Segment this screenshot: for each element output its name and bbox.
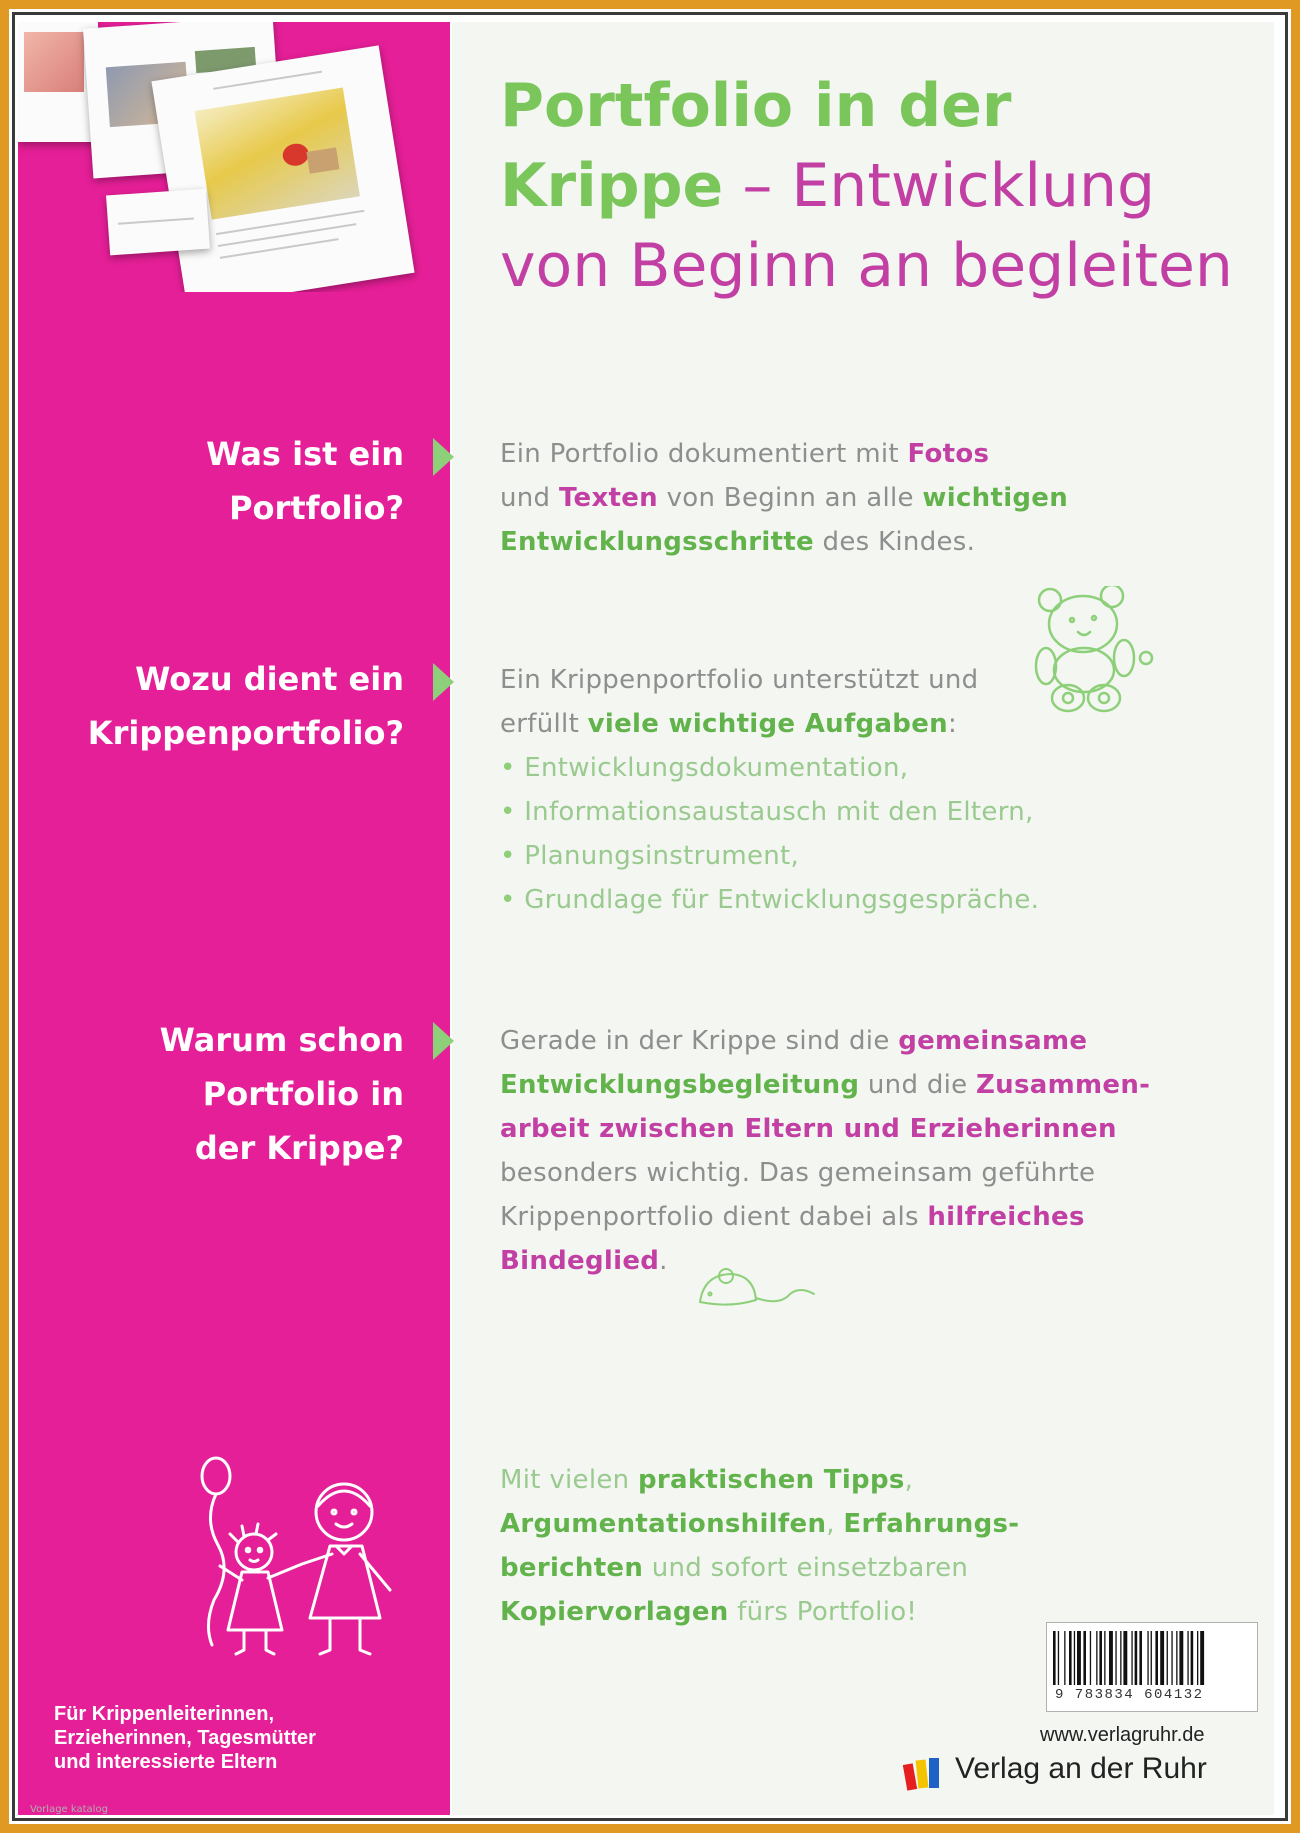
teddy-bear-icon [1028, 586, 1168, 716]
title-line-1: Portfolio in der [500, 71, 1012, 141]
box-shape [306, 147, 339, 173]
publisher-name: Verlag an der Ruhr [955, 1752, 1207, 1785]
children-balloon-icon [184, 1450, 424, 1660]
answer-3: Gerade in der Krippe sind die gemeinsame Entwicklungsbegleitung und die Zusammen- arbeit zwischen Eltern und Erzieherinnen besonders wichtig. Das gemeinsam geführte Krippenportfolio dient dabei als hilfreiches Bindeglied. [500, 1026, 1151, 1276]
title-line-2 [500, 151, 1155, 221]
features-text: Mit vielen praktischen Tipps, Argumentationshilfen, Erfahrungs- berichten und sofort einsetzbaren Kopiervorlagen fürs Portfolio! [500, 1465, 1020, 1627]
list-item: • Entwicklungsdokumentation, [500, 753, 909, 783]
list-item: • Grundlage für Entwicklungsgespräche. [500, 885, 1040, 915]
target-audience: Für Krippenleiterinnen, Erzieherinnen, Tagesmütter und interessierte Eltern [54, 1703, 316, 1773]
toddler-photo [195, 88, 360, 220]
question-3: Warum schon Portfolio in der Krippe? [159, 1021, 404, 1167]
portfolio-sheets-photo [18, 22, 450, 292]
title-line-3: von Beginn an begleiten [500, 231, 1233, 301]
list-item: • Planungsinstrument, [500, 841, 800, 871]
child-photo [24, 32, 84, 92]
publisher-url[interactable]: www.verlagruhr.de [1040, 1724, 1205, 1746]
isbn-barcode [1046, 1622, 1258, 1712]
question-2: Wozu dient ein Krippenportfolio? [87, 660, 404, 752]
watermark: Vorlage katalog [30, 1804, 108, 1815]
title-entwicklung: – Entwicklung [723, 151, 1156, 221]
sheet-front [151, 45, 414, 292]
arrow-icon [433, 438, 454, 476]
answer-2: Ein Krippenportfolio unterstützt und erfüllt viele wichtige Aufgaben: • Entwicklungsdokumentation, • Informationsaustausch mit den Eltern, • Planungsinstrument, • Grundlage für Entwicklungsgespräche. [500, 658, 1039, 922]
question-1: Was ist ein Portfolio? [206, 435, 404, 527]
answer-1: Ein Portfolio dokumentiert mit Fotos und Texten von Beginn an alle wichtigen Entwicklungsschritte des Kindes. [500, 439, 1069, 557]
arrow-icon [433, 1022, 454, 1060]
title-krippe: Krippe [500, 151, 724, 221]
list-item: • Informationsaustausch mit den Eltern, [500, 797, 1034, 827]
mouse-icon [690, 1264, 820, 1314]
barcode-bars [1053, 1631, 1251, 1685]
isbn-number: 9 783834 604132 [1055, 1687, 1204, 1703]
arrow-icon [433, 663, 454, 701]
sheet-bottom [106, 189, 210, 256]
publisher-logo-icon [903, 1754, 949, 1794]
